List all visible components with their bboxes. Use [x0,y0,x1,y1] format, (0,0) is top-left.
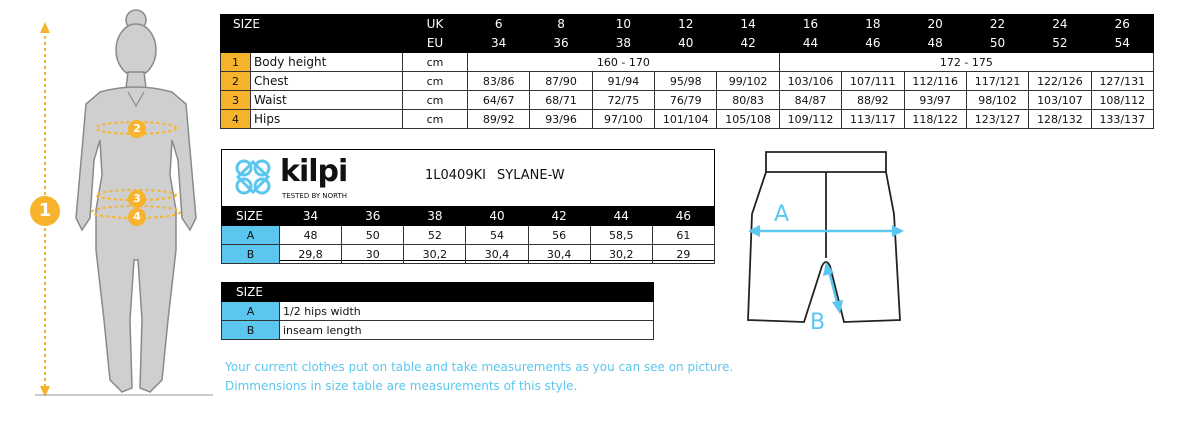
uk-size: 10 [592,15,654,34]
eu-size: 38 [592,34,654,53]
table-cell: 91/94 [592,72,654,91]
eu-size: 40 [655,34,717,53]
table-cell: 95/98 [655,72,717,91]
table-row-eu [221,34,1154,53]
table-cell: 105/108 [717,110,779,129]
row-label: A [222,302,280,321]
table-cell: 88/92 [842,91,904,110]
shorts-diagram [740,146,912,336]
table-cell: 61 [652,226,714,245]
table-cell: 109/112 [779,110,841,129]
table-cell: 99/102 [717,72,779,91]
size-col: 46 [652,207,714,226]
shorts-icon [740,146,912,336]
table-row-a [222,226,715,245]
table-cell: 30,2 [404,245,466,264]
height-range: 160 - 170 [468,53,780,72]
table-cell: 118/122 [904,110,966,129]
table-cell: 89/92 [468,110,530,129]
size-header: SIZE [222,207,280,226]
size-col: 34 [280,207,342,226]
eu-size: 52 [1029,34,1091,53]
uk-size: 26 [1091,15,1153,34]
size-header: SIZE [222,283,280,302]
row-number: 1 [221,53,251,72]
uk-label: UK [403,15,468,34]
size-col: 38 [404,207,466,226]
marker-4: 4 [128,208,146,226]
measure-name: Hips [251,110,403,129]
legend-table [221,282,654,340]
eu-size: 54 [1091,34,1153,53]
table-row-sizes [222,207,715,226]
measure-unit: cm [403,91,468,110]
table-cell: 133/137 [1091,110,1153,129]
body-silhouette-icon [0,0,215,400]
row-number: 3 [221,91,251,110]
legend-row-a [222,302,654,321]
marker-1: 1 [30,196,60,226]
table-row-b [222,245,715,264]
table-cell: 50 [342,226,404,245]
table-row-waist [221,91,1154,110]
eu-size: 46 [842,34,904,53]
size-col: 40 [466,207,528,226]
table-cell: 123/127 [966,110,1028,129]
table-row-chest [221,72,1154,91]
eu-size: 48 [904,34,966,53]
table-cell: 97/100 [592,110,654,129]
table-cell: 98/102 [966,91,1028,110]
table-cell: 80/83 [717,91,779,110]
measure-name: Chest [251,72,403,91]
brand-tagline: TESTED BY NORTH [282,192,348,200]
eu-size: 50 [966,34,1028,53]
uk-size: 18 [842,15,904,34]
size-col: 42 [528,207,590,226]
eu-size: 34 [468,34,530,53]
uk-size: 24 [1029,15,1091,34]
table-cell: 122/126 [1029,72,1091,91]
table-cell: 68/71 [530,91,592,110]
table-cell: 52 [404,226,466,245]
table-cell: 64/67 [468,91,530,110]
height-range: 172 - 175 [779,53,1153,72]
table-cell: 103/107 [1029,91,1091,110]
table-cell: 30,2 [590,245,652,264]
legend-header-row [222,283,654,302]
body-figure [0,0,215,400]
measure-name: Waist [251,91,403,110]
table-row-hips [221,110,1154,129]
instruction-note: Your current clothes put on table and take measurements as you can see on picture. [225,360,734,374]
table-cell: 108/112 [1091,91,1153,110]
table-cell: 113/117 [842,110,904,129]
measure-unit: cm [403,110,468,129]
product-code: 1L0409KI [425,168,486,183]
measure-name: Body height [251,53,403,72]
label-b: B [810,310,826,335]
uk-size: 6 [468,15,530,34]
table-cell: 93/97 [904,91,966,110]
label-a: A [774,202,790,227]
table-cell: 72/75 [592,91,654,110]
uk-size: 20 [904,15,966,34]
table-cell: 76/79 [655,91,717,110]
uk-size: 8 [530,15,592,34]
table-cell: 107/111 [842,72,904,91]
marker-2: 2 [128,120,146,138]
eu-size: 36 [530,34,592,53]
table-cell: 54 [466,226,528,245]
row-label: B [222,321,280,340]
table-cell: 83/86 [468,72,530,91]
table-cell: 30,4 [466,245,528,264]
table-cell: 128/132 [1029,110,1091,129]
brand-logo [230,154,370,204]
table-cell: 87/90 [530,72,592,91]
legend-desc: inseam length [280,321,654,340]
uk-size: 22 [966,15,1028,34]
table-cell: 56 [528,226,590,245]
measure-unit: cm [403,72,468,91]
blank-cell [280,283,654,302]
instruction-note: Dimmensions in size table are measurements of this style. [225,379,578,393]
table-cell: 127/131 [1091,72,1153,91]
size-col: 44 [590,207,652,226]
marker-3: 3 [128,190,146,208]
product-name: SYLANE-W [497,168,565,183]
eu-size: 42 [717,34,779,53]
table-cell: 30 [342,245,404,264]
table-cell: 112/116 [904,72,966,91]
blank-cell [221,34,403,53]
row-number: 4 [221,110,251,129]
eu-label: EU [403,34,468,53]
table-cell: 117/121 [966,72,1028,91]
table-row-body-height [221,53,1154,72]
row-label: B [222,245,280,264]
uk-size: 16 [779,15,841,34]
row-number: 2 [221,72,251,91]
table-cell: 101/104 [655,110,717,129]
size-header: SIZE [221,15,403,34]
row-label: A [222,226,280,245]
table-cell: 58,5 [590,226,652,245]
uk-size: 14 [717,15,779,34]
measure-unit: cm [403,53,468,72]
product-size-table [221,206,715,264]
legend-desc: 1/2 hips width [280,302,654,321]
table-cell: 29 [652,245,714,264]
product-card [221,149,715,261]
uk-size: 12 [655,15,717,34]
eu-size: 44 [779,34,841,53]
size-col: 36 [342,207,404,226]
table-cell: 29,8 [280,245,342,264]
knot-logo-icon [230,154,276,200]
table-cell: 103/106 [779,72,841,91]
legend-row-b [222,321,654,340]
table-cell: 93/96 [530,110,592,129]
table-cell: 84/87 [779,91,841,110]
size-chart-table [220,14,1154,129]
brand-name: kilpi [280,154,348,189]
table-cell: 30,4 [528,245,590,264]
table-row-uk [221,15,1154,34]
table-cell: 48 [280,226,342,245]
